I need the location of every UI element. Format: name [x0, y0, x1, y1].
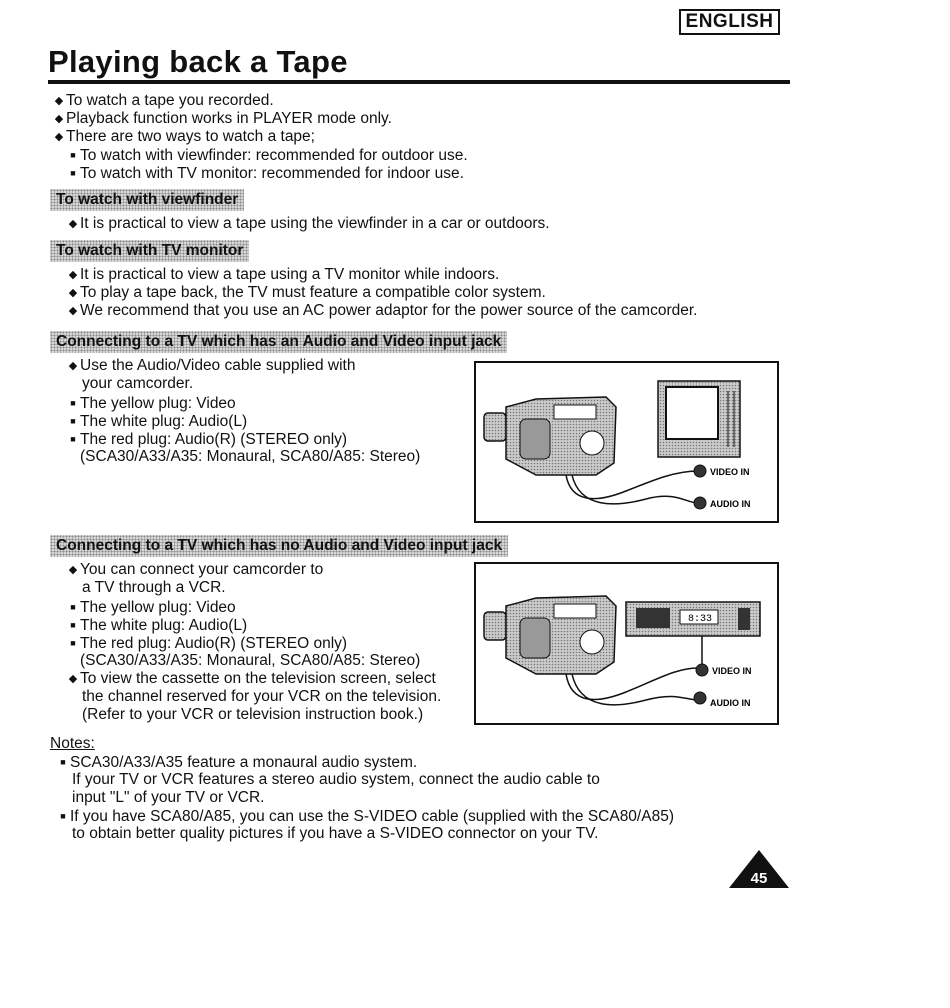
video-in-label: VIDEO IN — [712, 666, 752, 676]
section-heading-viewfinder: To watch with viewfinder — [50, 189, 244, 211]
page-title: Playing back a Tape — [48, 44, 348, 79]
tv-monitor-bullet: ◆ To play a tape back, the TV must feature a compatible color system. — [66, 284, 546, 302]
note-item-cont: input "L" of your TV or VCR. — [72, 789, 265, 806]
diamond-bullet-icon: ◆ — [68, 218, 78, 230]
figure-camcorder-tv — [474, 361, 779, 523]
video-jack-icon — [696, 664, 708, 676]
page-number-badge — [729, 850, 789, 888]
square-bullet-icon: ■ — [70, 602, 76, 612]
cassette-tip-cont: the channel reserved for your VCR on the television. — [82, 688, 442, 705]
audio-jack-icon — [694, 497, 706, 509]
audio-in-label: AUDIO IN — [710, 499, 751, 509]
diamond-bullet-icon: ◆ — [68, 269, 78, 281]
square-bullet-icon: ■ — [60, 757, 66, 767]
intro-bullet: ◆ Playback function works in PLAYER mode only. — [52, 110, 392, 128]
square-bullet-icon: ■ — [70, 150, 76, 160]
no-av-plug: ■ The red plug: Audio(R) (STEREO only) — [66, 634, 347, 653]
note-item: ■ SCA30/A33/A35 feature a monaural audio system. — [56, 753, 417, 772]
title-rule — [48, 80, 790, 84]
square-bullet-icon: ■ — [70, 620, 76, 630]
section-heading-no-av-jack: Connecting to a TV which has no Audio and Video input jack — [50, 535, 508, 557]
camcorder-icon — [484, 596, 616, 674]
notes-heading: Notes: — [50, 735, 95, 752]
av-plug: ■ The red plug: Audio(R) (STEREO only) — [66, 430, 347, 449]
av-plug: ■ The white plug: Audio(L) — [66, 412, 247, 431]
square-bullet-icon: ■ — [70, 434, 76, 444]
no-av-lead-cont: a TV through a VCR. — [82, 579, 226, 596]
diamond-bullet-icon: ◆ — [68, 564, 78, 576]
video-in-label: VIDEO IN — [710, 467, 750, 477]
diamond-bullet-icon: ◆ — [68, 673, 78, 685]
diamond-bullet-icon: ◆ — [68, 360, 78, 372]
square-bullet-icon: ■ — [70, 638, 76, 648]
no-av-models-note: (SCA30/A33/A35: Monaural, SCA80/A85: Stereo) — [80, 652, 421, 669]
note-item-cont: to obtain better quality pictures if you have a S-VIDEO connector on your TV. — [72, 825, 599, 842]
tv-monitor-bullet: ◆ It is practical to view a tape using a TV monitor while indoors. — [66, 266, 499, 284]
diamond-bullet-icon: ◆ — [54, 95, 64, 107]
cassette-tip-cont: (Refer to your VCR or television instruction book.) — [82, 706, 424, 723]
tv-icon — [658, 381, 740, 457]
no-av-plug: ■ The yellow plug: Video — [66, 598, 236, 617]
vcr-display: 8:33 — [688, 614, 713, 625]
note-item-cont: If your TV or VCR features a stereo audio system, connect the audio cable to — [72, 771, 600, 788]
vcr-icon — [626, 602, 760, 636]
av-lead-cont: your camcorder. — [82, 375, 194, 392]
page-number: 45 — [750, 870, 768, 887]
no-av-plug: ■ The white plug: Audio(L) — [66, 616, 247, 635]
intro-bullet: ◆ There are two ways to watch a tape; — [52, 128, 315, 146]
square-bullet-icon: ■ — [60, 811, 66, 821]
square-bullet-icon: ■ — [70, 398, 76, 408]
section-heading-tv-monitor: To watch with TV monitor — [50, 240, 249, 262]
av-lead: ◆ Use the Audio/Video cable supplied with — [66, 357, 355, 375]
intro-subitem: ■ To watch with TV monitor: recommended for indoor use. — [66, 164, 464, 183]
tv-monitor-bullet: ◆ We recommend that you use an AC power adaptor for the power source of the camcorder. — [66, 302, 697, 320]
diamond-bullet-icon: ◆ — [54, 113, 64, 125]
av-models-note: (SCA30/A33/A35: Monaural, SCA80/A85: Stereo) — [80, 448, 421, 465]
diamond-bullet-icon: ◆ — [68, 305, 78, 317]
camcorder-icon — [484, 397, 616, 475]
viewfinder-bullet: ◆ It is practical to view a tape using the viewfinder in a car or outdoors. — [66, 215, 550, 233]
camcorder-tv-illustration — [476, 363, 777, 521]
no-av-lead: ◆ You can connect your camcorder to — [66, 561, 323, 579]
note-item: ■ If you have SCA80/A85, you can use the S-VIDEO cable (supplied with the SCA80/A85) — [56, 807, 674, 826]
diamond-bullet-icon: ◆ — [54, 131, 64, 143]
intro-subitem: ■ To watch with viewfinder: recommended for outdoor use. — [66, 146, 468, 165]
intro-bullet: ◆ To watch a tape you recorded. — [52, 92, 274, 110]
video-jack-icon — [694, 465, 706, 477]
diamond-bullet-icon: ◆ — [68, 287, 78, 299]
audio-jack-icon — [694, 692, 706, 704]
square-bullet-icon: ■ — [70, 416, 76, 426]
cassette-tip: ◆ To view the cassette on the television screen, select — [66, 670, 436, 688]
figure-camcorder-vcr — [474, 562, 779, 725]
av-plug: ■ The yellow plug: Video — [66, 394, 236, 413]
language-badge: ENGLISH — [679, 9, 780, 35]
audio-in-label: AUDIO IN — [710, 698, 751, 708]
square-bullet-icon: ■ — [70, 168, 76, 178]
section-heading-av-jack: Connecting to a TV which has an Audio and Video input jack — [50, 331, 507, 353]
camcorder-vcr-illustration — [476, 564, 777, 723]
